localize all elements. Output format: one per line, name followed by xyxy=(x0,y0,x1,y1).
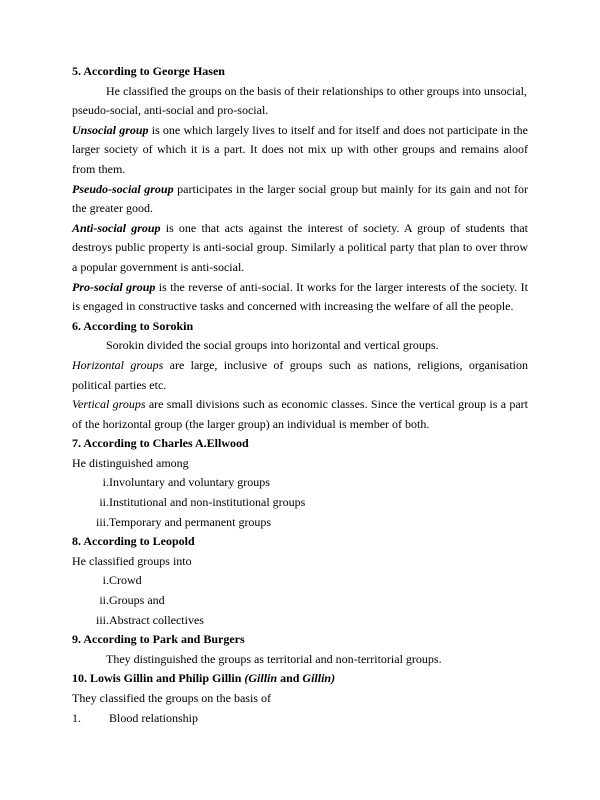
list-item-text: Involuntary and voluntary groups xyxy=(109,475,270,490)
list-item xyxy=(72,493,528,513)
section-7-list xyxy=(72,473,528,532)
section-10-intro: They classified the groups on the basis of xyxy=(72,691,271,705)
unsocial-group-term: Unsocial group xyxy=(72,122,149,137)
list-item-text: Blood relationship xyxy=(109,710,198,725)
list-item-text: Groups and xyxy=(109,593,165,608)
vertical-groups-text: are small divisions such as economic classes. Since the vertical group is a part of the horizontal group (the larger group) an individual is member of both. xyxy=(72,397,529,431)
pseudo-social-group-paragraph xyxy=(72,180,528,219)
list-item-number: ii. xyxy=(99,593,109,608)
list-item xyxy=(72,709,528,729)
section-8-list xyxy=(72,571,528,630)
list-item-number: i. xyxy=(102,475,109,490)
vertical-groups-paragraph xyxy=(72,395,528,434)
anti-social-group-text: is one that acts against the interest of society. A group of students that destroys public property is anti-social group. Similarly a political party that plan to over throw a popular government is anti-social. xyxy=(72,220,528,274)
section-10-list xyxy=(72,709,528,729)
document-page xyxy=(72,62,528,728)
section-10-heading-main: 10. Lowis Gillin and Philip Gillin xyxy=(72,671,245,686)
list-item xyxy=(72,473,528,493)
vertical-groups-term: Vertical groups xyxy=(72,397,146,412)
section-9-intro: They distinguished the groups as territorial and non-territorial groups. xyxy=(106,651,442,666)
list-item xyxy=(72,611,528,631)
list-item-text: Institutional and non-institutional groups xyxy=(109,495,306,510)
horizontal-groups-term: Horizontal groups xyxy=(72,357,164,372)
list-item xyxy=(72,571,528,591)
pseudo-social-group-term: Pseudo-social group xyxy=(72,181,174,196)
list-item xyxy=(72,513,528,533)
section-10-heading xyxy=(72,669,528,689)
anti-social-group-term: Anti-social group xyxy=(72,220,161,235)
pro-social-group-term: Pro-social group xyxy=(72,279,156,294)
unsocial-group-paragraph xyxy=(72,121,528,180)
unsocial-group-text: is one which largely lives to itself and for itself and does not participate in the larger society of which it is a part. It does not mix up with other groups and remains aloof from them. xyxy=(72,122,528,176)
anti-social-group-paragraph xyxy=(72,219,528,278)
list-item-text: Abstract collectives xyxy=(109,612,204,627)
pro-social-group-paragraph xyxy=(72,278,528,317)
section-8-heading: 8. According to Leopold xyxy=(72,534,195,549)
horizontal-groups-paragraph xyxy=(72,356,528,395)
horizontal-groups-text: are large, inclusive of groups such as nations, religions, organisation political parties etc. xyxy=(72,357,528,392)
list-item-number: ii. xyxy=(99,495,109,510)
section-9-heading: 9. According to Park and Burgers xyxy=(72,632,245,647)
list-item-number: 1. xyxy=(72,710,81,725)
section-8-intro: He classified groups into xyxy=(72,553,192,568)
list-item-text: Crowd xyxy=(109,573,142,588)
section-10-heading-name-2: Gillin) xyxy=(302,671,336,686)
list-item xyxy=(72,591,528,611)
section-6-heading: 6. According to Sorokin xyxy=(72,318,194,333)
pseudo-social-group-text: participates in the larger social group but mainly for its gain and not for the greater good. xyxy=(72,181,528,216)
section-10-heading-name-1: (Gillin xyxy=(244,671,278,686)
list-item-text: Temporary and permanent groups xyxy=(109,514,272,529)
section-5-heading: 5. According to George Hasen xyxy=(72,64,225,78)
section-10-heading-and: and xyxy=(277,671,303,686)
section-7-intro: He distinguished among xyxy=(72,455,189,470)
section-7-heading: 7. According to Charles A.Ellwood xyxy=(72,436,249,451)
list-item-number: iii. xyxy=(95,612,109,627)
list-item-number: iii. xyxy=(95,514,109,529)
list-item-number: i. xyxy=(102,573,109,588)
section-6-intro: Sorokin divided the social groups into horizontal and vertical groups. xyxy=(106,338,439,353)
section-5-intro: He classified the groups on the basis of their relationships to other groups into unsocial, pseudo-social, anti-social and pro-social. xyxy=(72,83,527,118)
pro-social-group-text: is the reverse of anti-social. It works for the larger interests of the society. It is engaged in constructive tasks and concerned with increasing the welfare of all the people. xyxy=(72,279,528,314)
